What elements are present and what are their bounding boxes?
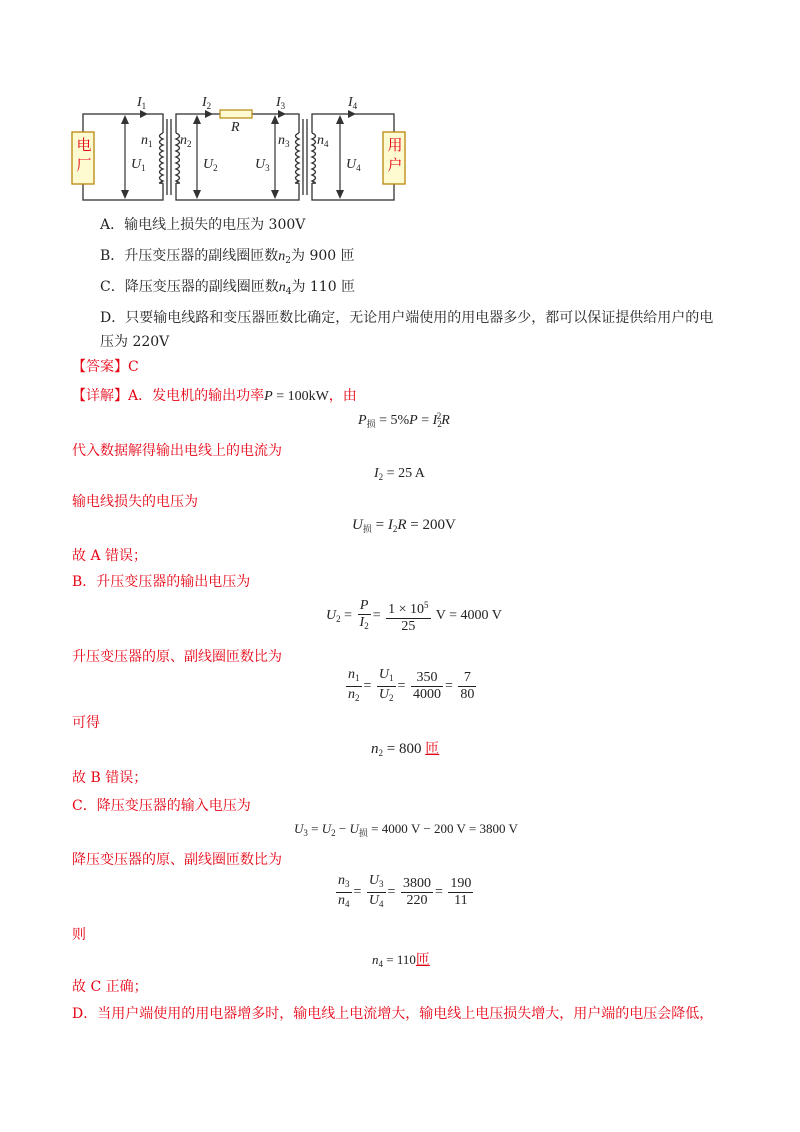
label-n4: $n_4$ (317, 133, 329, 149)
option-d-line2: 压为 220V (100, 334, 170, 350)
b-ratio: 升压变压器的原、副线圈匝数比为 (72, 649, 282, 665)
label-R: R (231, 120, 240, 135)
then: 则 (72, 927, 86, 943)
power-plant-label: 电 厂 (76, 136, 92, 174)
user-label: 用 户 (387, 136, 403, 174)
equation-ratio-down: $\frac{n_3}{n_4}$ = $\frac{U_3}{U_4}$ = $\frac{3800}{220}$ = $\frac{190}{11}$ (338, 873, 472, 909)
c-ratio: 降压变压器的原、副线圈匝数比为 (72, 852, 282, 868)
option-b: B．升压变压器的副线圈匝数$n_2$为 900 匝 (100, 248, 355, 266)
answer: 【答案】C (72, 359, 139, 375)
label-U3: $U_3$ (255, 157, 270, 173)
label-U1: $U_1$ (131, 157, 146, 173)
c-intro: C．降压变压器的输入电压为 (72, 798, 251, 814)
b-intro: B．升压变压器的输出电压为 (72, 574, 251, 590)
resistor-R (220, 110, 252, 118)
equation-current: $I_2 = 25$ A (374, 466, 425, 482)
equation-u2: $U_2$ = $\frac{P}{I_2}$ = $\frac{1 \times 10^5}{25}$ V = 4000 V (326, 598, 502, 634)
equation-n2: $n_2 = 800$ 匝 (371, 741, 440, 758)
loop-1-wire (83, 114, 163, 200)
label-I1: $I_1$ (137, 95, 147, 111)
label-I4: $I_4$ (348, 95, 358, 111)
label-I2: $I_2$ (202, 95, 212, 111)
option-a: A．输电线上损失的电压为 300V (100, 217, 306, 233)
equation-ratio-up: $\frac{n_1}{n_2}$ = $\frac{U_1}{U_2}$ = $\frac{350}{4000}$ = $\frac{7}{80}$ (348, 667, 475, 703)
label-n3: $n_3$ (278, 133, 290, 149)
equation-voltage-loss: $U_损 = I_2R = 200V$ (352, 517, 456, 534)
line-voltage-loss: 输电线损失的电压为 (72, 494, 198, 510)
label-U2: $U_2$ (203, 157, 218, 173)
b-conclusion: 故 B 错误； (72, 770, 148, 786)
c-conclusion: 故 C 正确； (72, 979, 148, 995)
label-n1: $n_1$ (141, 133, 153, 149)
option-c: C．降压变压器的副线圈匝数$n_4$为 110 匝 (100, 279, 356, 297)
equation-power-loss: $P_损 = 5\%P = I_2^2R$ (358, 411, 450, 429)
label-n2: $n_2$ (180, 133, 192, 149)
line-current: 代入数据解得输出电线上的电流为 (72, 443, 282, 459)
a-conclusion: 故 A 错误； (72, 548, 148, 564)
equation-u3: $U_3 = U_2 - U_损 = 4000$ V − 200 V = 3800 V (294, 821, 518, 838)
option-d-line1: D．只要输电线路和变压器匝数比确定，无论用户端使用的用电器多少，都可以保证提供给用户的电 (100, 310, 714, 326)
can-get: 可得 (72, 715, 100, 731)
explanation-a-intro: 【详解】A．发电机的输出功率P = 100kW，由 (72, 388, 357, 404)
label-U4: $U_4$ (346, 157, 361, 173)
d-line: D．当用户端使用的用电器增多时，输电线上电流增大，输电线上电压损失增大，用户端的电压会降低， (72, 1006, 714, 1022)
label-I3: $I_3$ (276, 95, 286, 111)
circuit-diagram (0, 0, 800, 215)
equation-n4: $n_4 = 110$匝 (372, 952, 430, 969)
